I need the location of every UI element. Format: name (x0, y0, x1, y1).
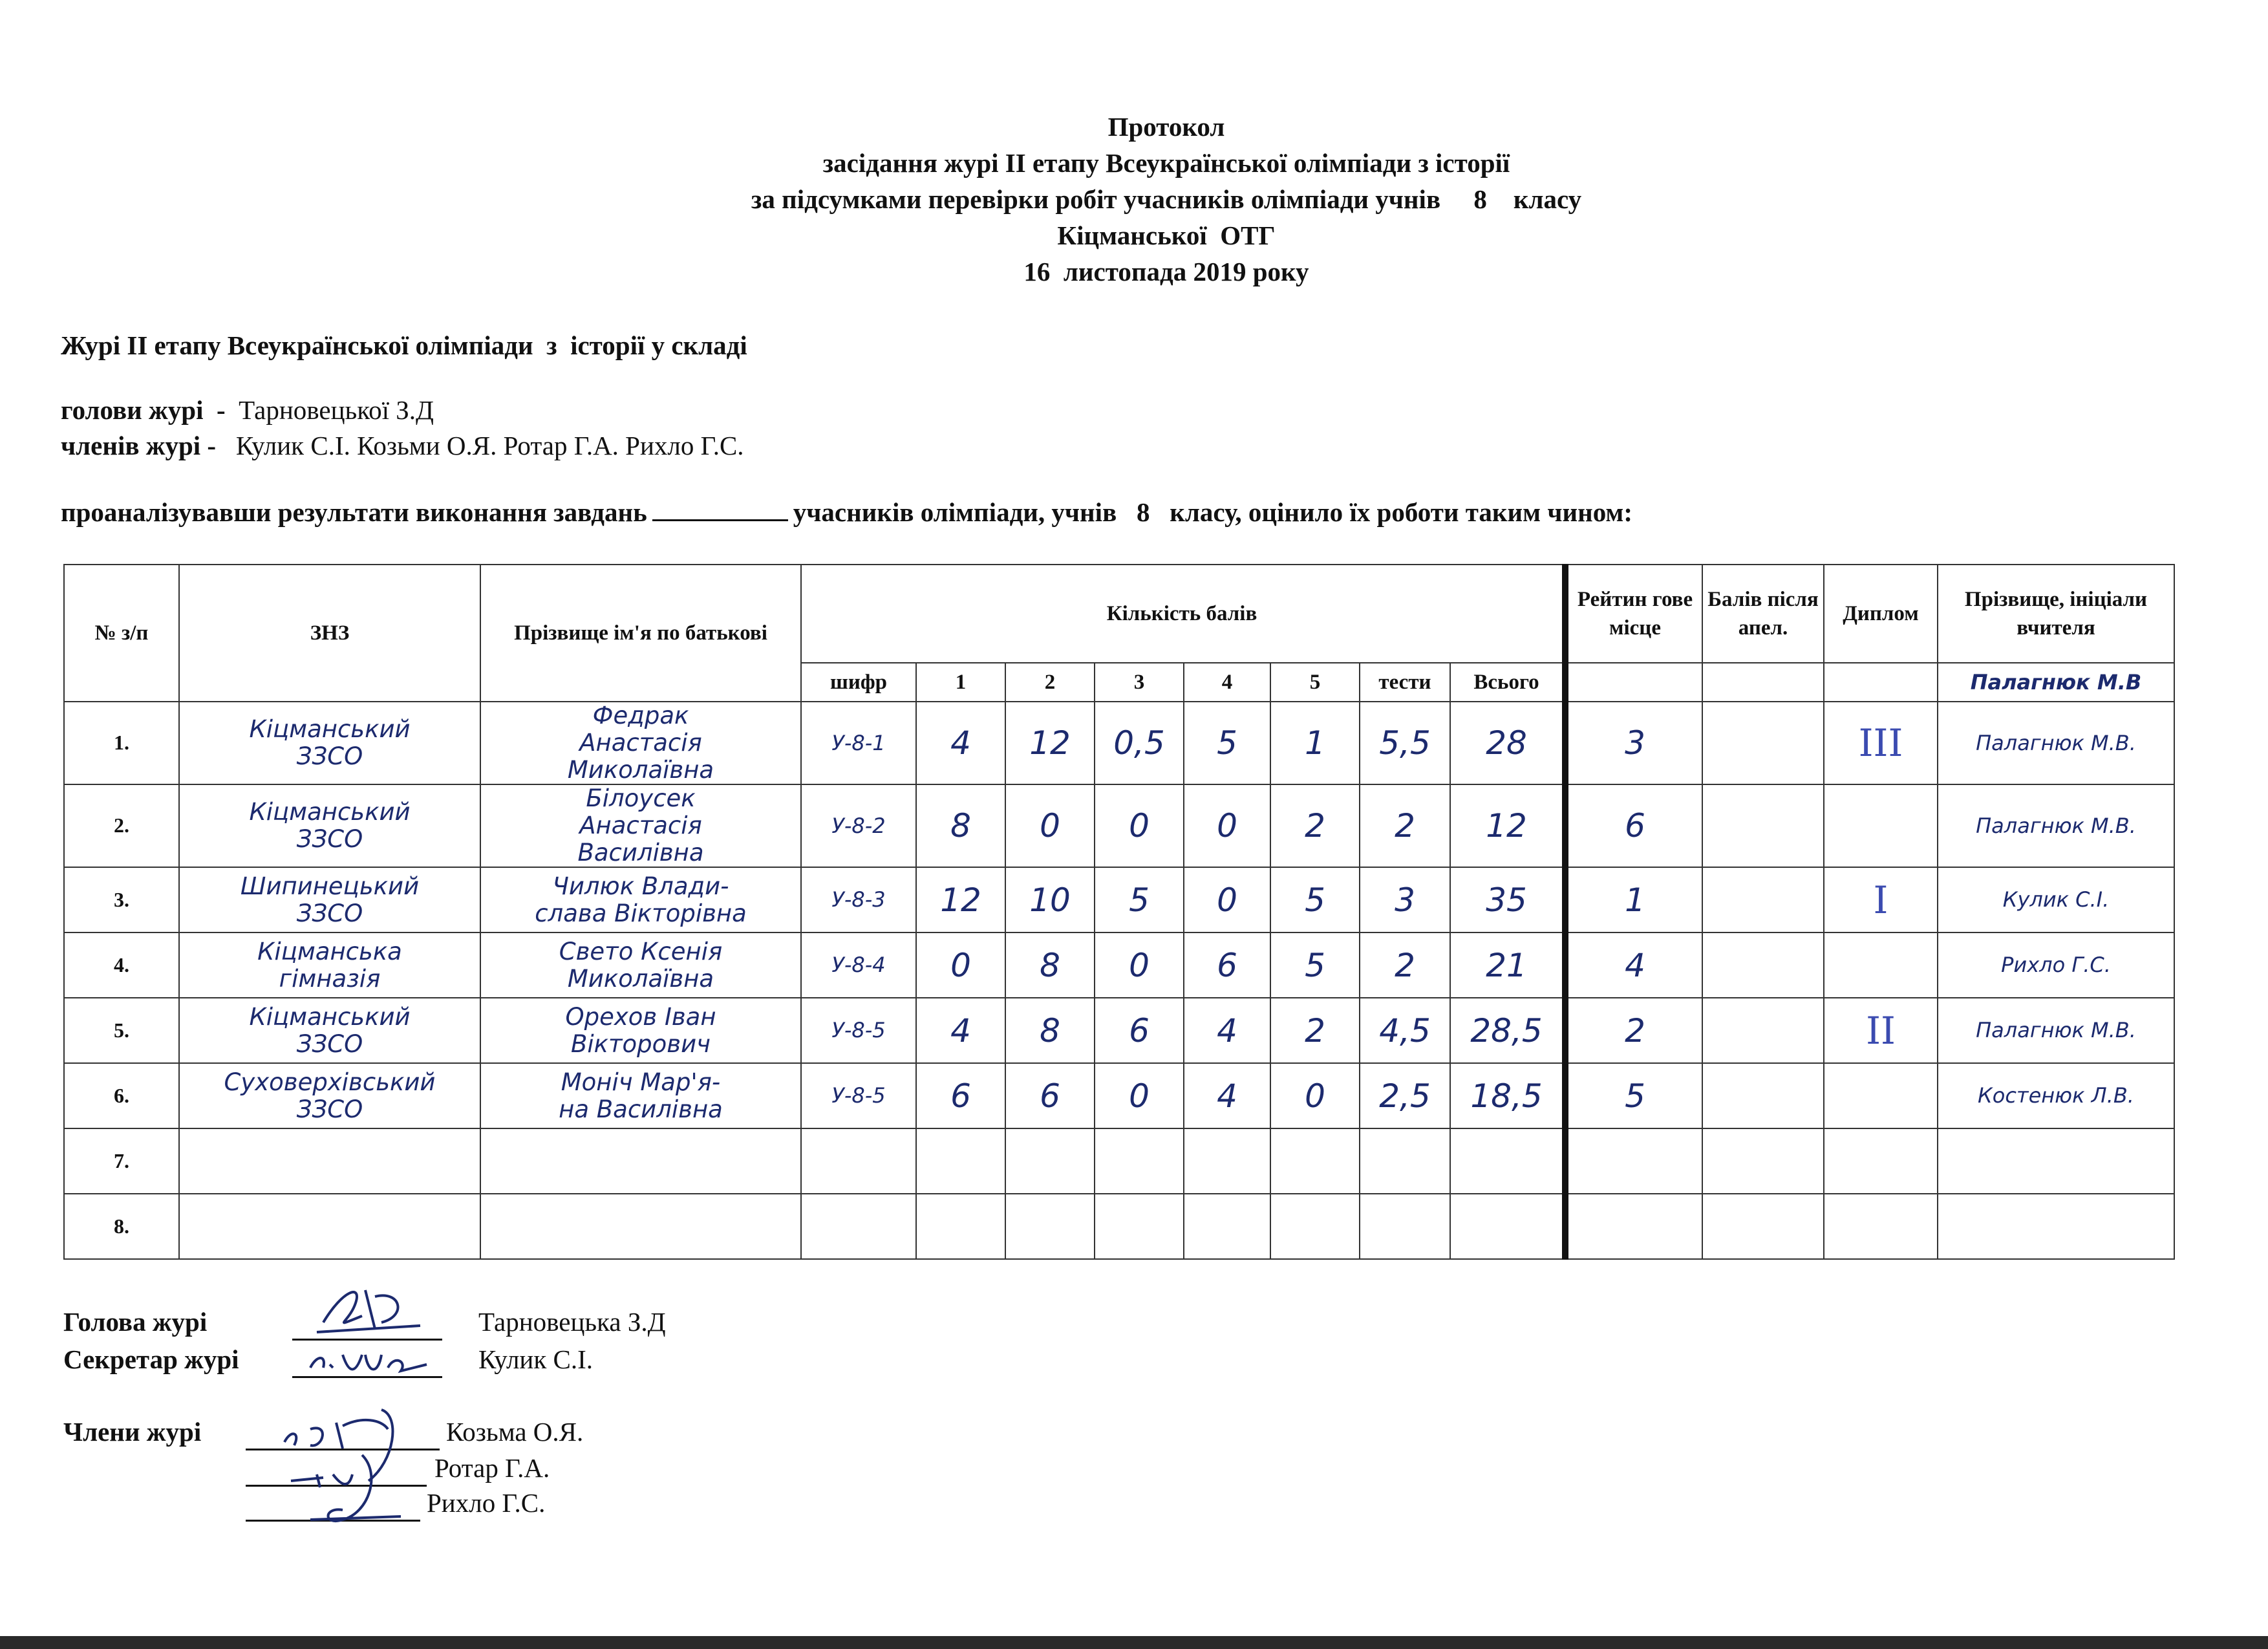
row-total-score: 18,5 (1450, 1063, 1565, 1128)
row-task-2-score: 8 (1005, 932, 1095, 998)
row-tests-score: 5,5 (1360, 702, 1450, 784)
row-student-name: Чилюк Влади- слава Вікторівна (480, 867, 801, 932)
row-school: Кіцманський ЗЗСО (179, 998, 480, 1063)
row-student-name (480, 1194, 801, 1259)
row-task-3-score: 6 (1095, 998, 1184, 1063)
row-teacher: Костенюк Л.В. (1938, 1063, 2174, 1128)
signature-chair-label: Голова журі (63, 1307, 208, 1337)
analysis-pre: проаналізувавши результати виконання завдань (61, 497, 647, 527)
row-appeal (1702, 998, 1824, 1063)
row-tests-score (1360, 1194, 1450, 1259)
row-code: У-8-4 (801, 932, 916, 998)
row-number: 2. (64, 784, 179, 867)
signature-chair-name: Тарновецька З.Д (478, 1307, 666, 1337)
signature-member-name-1: Козьма О.Я. (446, 1417, 584, 1447)
table-row (64, 1194, 2174, 1259)
members-signature-scribble (272, 1390, 440, 1539)
row-total-score: 28,5 (1450, 998, 1565, 1063)
row-teacher: Палагнюк М.В. (1938, 998, 2174, 1063)
jury-chair-line (61, 394, 434, 426)
row-diploma: ІІІ (1824, 702, 1938, 784)
row-number: 5. (64, 998, 179, 1063)
row-task-1-score: 6 (916, 1063, 1005, 1128)
row-task-4-score: 4 (1184, 1063, 1270, 1128)
table-row (64, 784, 2174, 867)
row-rank: 6 (1565, 784, 1702, 867)
row-school: Шипинецький ЗЗСО (179, 867, 480, 932)
row-school: Кіцманський ЗЗСО (179, 702, 480, 784)
jury-intro: Журі ІІ етапу Всеукраїнської олімпіади з історії у складі (61, 330, 747, 360)
row-rank (1565, 1194, 1702, 1259)
results-table (63, 564, 2175, 1260)
row-code: У-8-5 (801, 998, 916, 1063)
row-task-4-score: 0 (1184, 784, 1270, 867)
row-task-1-score: 12 (916, 867, 1005, 932)
row-task-5-score: 1 (1270, 702, 1360, 784)
row-appeal (1702, 784, 1824, 867)
subheader-task-4: 4 (1184, 663, 1270, 702)
header-line-3: Кіцманської ОТГ (1057, 221, 1276, 250)
row-number: 4. (64, 932, 179, 998)
signature-members-label: Члени журі (63, 1417, 202, 1447)
row-task-1-score (916, 1128, 1005, 1194)
row-student-name: Орехов Іван Вікторович (480, 998, 801, 1063)
table-row (64, 702, 2174, 784)
row-task-1-score: 4 (916, 702, 1005, 784)
row-tests-score (1360, 1128, 1450, 1194)
row-school: Кіцманський ЗЗСО (179, 784, 480, 867)
jury-members-line (61, 430, 744, 461)
row-diploma (1824, 932, 1938, 998)
subheader-task-2: 2 (1005, 663, 1095, 702)
table-row (64, 867, 2174, 932)
row-task-2-score: 6 (1005, 1063, 1095, 1128)
document-header (0, 109, 2268, 290)
subheader-rank-blank (1565, 663, 1702, 702)
row-task-4-score: 5 (1184, 702, 1270, 784)
row-total-score: 35 (1450, 867, 1565, 932)
table-row (64, 1128, 2174, 1194)
row-task-5-score: 0 (1270, 1063, 1360, 1128)
row-appeal (1702, 1063, 1824, 1128)
row-diploma: І (1824, 867, 1938, 932)
header-rank: Рейтин гове місце (1565, 565, 1702, 663)
row-appeal (1702, 1194, 1824, 1259)
row-number: 7. (64, 1128, 179, 1194)
row-task-2-score: 10 (1005, 867, 1095, 932)
row-code (801, 1128, 916, 1194)
row-task-4-score: 4 (1184, 998, 1270, 1063)
row-teacher (1938, 1128, 2174, 1194)
row-school: Суховерхівський ЗЗСО (179, 1063, 480, 1128)
participants-count-blank (652, 500, 788, 521)
row-task-4-score: 0 (1184, 867, 1270, 932)
row-student-name: Свето Ксенія Миколаївна (480, 932, 801, 998)
results-body (64, 702, 2174, 1259)
scan-edge-bar (0, 1636, 2268, 1649)
row-teacher: Рихло Г.С. (1938, 932, 2174, 998)
row-task-5-score: 5 (1270, 867, 1360, 932)
row-teacher: Палагнюк М.В. (1938, 702, 2174, 784)
row-task-3-score: 0 (1095, 784, 1184, 867)
row-task-2-score: 0 (1005, 784, 1095, 867)
row-task-2-score: 8 (1005, 998, 1095, 1063)
row-task-2-score (1005, 1128, 1095, 1194)
row-total-score (1450, 1128, 1565, 1194)
table-row (64, 998, 2174, 1063)
row-rank: 4 (1565, 932, 1702, 998)
row-teacher: Кулик С.І. (1938, 867, 2174, 932)
row-task-2-score (1005, 1194, 1095, 1259)
signature-member-name-3: Рихло Г.С. (427, 1488, 546, 1518)
row-diploma (1824, 1128, 1938, 1194)
subheader-code: шифр (801, 663, 916, 702)
row-student-name: Моніч Мар'я- на Василівна (480, 1063, 801, 1128)
subheader-task-3: 3 (1095, 663, 1184, 702)
subheader-task-1: 1 (916, 663, 1005, 702)
row-task-4-score (1184, 1194, 1270, 1259)
row-number: 8. (64, 1194, 179, 1259)
row-school (179, 1194, 480, 1259)
analysis-line (61, 497, 1632, 528)
header-diploma: Диплом (1824, 565, 1938, 663)
row-task-5-score (1270, 1128, 1360, 1194)
row-appeal (1702, 932, 1824, 998)
analysis-post: учасників олімпіади, учнів 8 класу, оцінило їх роботи таким чином: (793, 497, 1633, 527)
row-school: Кіцманська гімназія (179, 932, 480, 998)
header-scores: Кількість балів (801, 565, 1565, 663)
row-code (801, 1194, 916, 1259)
row-tests-score: 4,5 (1360, 998, 1450, 1063)
row-rank: 1 (1565, 867, 1702, 932)
jury-members-names: Кулик С.І. Козьми О.Я. Ротар Г.А. Рихло Г.С. (216, 431, 744, 460)
row-task-1-score (916, 1194, 1005, 1259)
row-appeal (1702, 1128, 1824, 1194)
document-title: Протокол (1107, 112, 1225, 142)
row-code: У-8-2 (801, 784, 916, 867)
row-task-5-score (1270, 1194, 1360, 1259)
secretary-signature-scribble (304, 1342, 433, 1381)
row-tests-score: 2,5 (1360, 1063, 1450, 1128)
subheader-diploma-blank (1824, 663, 1938, 702)
table-row (64, 932, 2174, 998)
row-total-score: 28 (1450, 702, 1565, 784)
row-task-3-score: 0 (1095, 1063, 1184, 1128)
row-task-3-score: 5 (1095, 867, 1184, 932)
row-task-3-score (1095, 1194, 1184, 1259)
chair-signature-scribble (304, 1277, 433, 1342)
row-appeal (1702, 702, 1824, 784)
jury-members-label: членів журі - (61, 431, 217, 460)
signature-member-name-2: Ротар Г.А. (434, 1453, 550, 1483)
row-rank: 2 (1565, 998, 1702, 1063)
subheader-appeal-blank (1702, 663, 1824, 702)
row-student-name: Білоусек Анастасія Василівна (480, 784, 801, 867)
row-number: 1. (64, 702, 179, 784)
row-code: У-8-5 (801, 1063, 916, 1128)
row-rank: 3 (1565, 702, 1702, 784)
signature-secretary-label: Секретар журі (63, 1344, 239, 1374)
row-task-1-score: 0 (916, 932, 1005, 998)
row-task-1-score: 4 (916, 998, 1005, 1063)
header-num: № з/п (64, 565, 179, 702)
jury-chair-label: голови журі - (61, 395, 226, 425)
row-rank (1565, 1128, 1702, 1194)
header-date: 16 листопада 2019 року (1023, 257, 1309, 286)
row-code: У-8-1 (801, 702, 916, 784)
row-task-4-score (1184, 1128, 1270, 1194)
row-task-4-score: 6 (1184, 932, 1270, 998)
subheader-task-5: 5 (1270, 663, 1360, 702)
row-code: У-8-3 (801, 867, 916, 932)
row-task-2-score: 12 (1005, 702, 1095, 784)
header-line-1: засідання журі ІІ етапу Всеукраїнської олімпіади з історії (822, 148, 1510, 178)
row-tests-score: 3 (1360, 867, 1450, 932)
row-number: 6. (64, 1063, 179, 1128)
row-diploma (1824, 1063, 1938, 1128)
row-diploma: ІІ (1824, 998, 1938, 1063)
row-task-3-score: 0 (1095, 932, 1184, 998)
header-teacher: Прізвище, ініціали вчителя (1938, 565, 2174, 663)
subheader-tests: тести (1360, 663, 1450, 702)
jury-chair-name: Тарновецької З.Д (225, 395, 434, 425)
row-appeal (1702, 867, 1824, 932)
row-task-3-score: 0,5 (1095, 702, 1184, 784)
header-appeal: Балів після апел. (1702, 565, 1824, 663)
row-number: 3. (64, 867, 179, 932)
row-total-score: 21 (1450, 932, 1565, 998)
row-total-score: 12 (1450, 784, 1565, 867)
row-tests-score: 2 (1360, 932, 1450, 998)
row-school (179, 1128, 480, 1194)
header-line-2: за підсумками перевірки робіт учасників олімпіади учнів 8 класу (751, 184, 1582, 214)
row-diploma (1824, 784, 1938, 867)
table-row (64, 1063, 2174, 1128)
signature-secretary-name: Кулик С.І. (478, 1344, 594, 1374)
row-task-5-score: 2 (1270, 784, 1360, 867)
row-task-5-score: 5 (1270, 932, 1360, 998)
header-school: ЗНЗ (179, 565, 480, 702)
row-teacher: Палагнюк М.В. (1938, 784, 2174, 867)
row-task-3-score (1095, 1128, 1184, 1194)
row-tests-score: 2 (1360, 784, 1450, 867)
header-name: Прізвище ім'я по батькові (480, 565, 801, 702)
row-diploma (1824, 1194, 1938, 1259)
row-student-name (480, 1128, 801, 1194)
row-task-1-score: 8 (916, 784, 1005, 867)
subheader-total: Всього (1450, 663, 1565, 702)
row-total-score (1450, 1194, 1565, 1259)
row-teacher (1938, 1194, 2174, 1259)
row-task-5-score: 2 (1270, 998, 1360, 1063)
row-student-name: Федрак Анастасія Миколаївна (480, 702, 801, 784)
subheader-teacher-note: Палагнюк М.В (1938, 663, 2174, 702)
row-rank: 5 (1565, 1063, 1702, 1128)
